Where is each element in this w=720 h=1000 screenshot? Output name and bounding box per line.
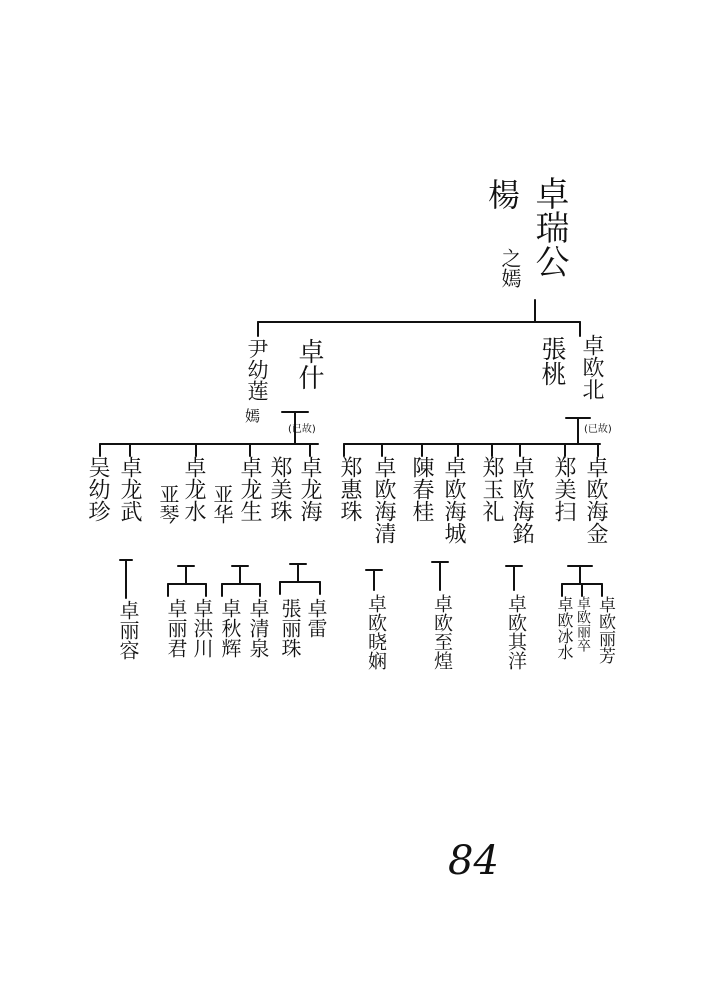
gen3-left-3-name: 卓龙水 [181,456,206,522]
page-number: 84 [448,838,499,884]
gen3-left-3-spouse: 亚琴 [156,484,180,524]
gen4-left-2-child-1: 卓清泉 [246,598,270,658]
gen4-left-1-child-2: 張丽珠 [278,598,302,658]
gen2-left-note: (已故) [288,424,316,435]
gen4-left-2-child-2: 卓秋辉 [218,598,242,658]
patriarch-spouse-note: 之嫣 [498,248,522,288]
gen2-left-name: 卓什 [294,338,324,390]
gen3-right-3-spouse: 陳春桂 [409,456,434,522]
patriarch-spouse-name: 楊 [483,178,521,210]
gen3-right-4-spouse: 郑惠珠 [337,456,362,522]
gen2-left-spouse: 尹幼莲 [245,338,269,401]
gen3-right-2-name: 卓欧海銘 [509,456,534,544]
gen4-left-4-child-1: 卓丽容 [116,600,140,660]
gen4-right-3-child-1: 卓欧至煌 [431,594,453,670]
gen3-left-4-spouse: 吴幼珍 [85,456,110,522]
gen3-right-3-name: 卓欧海城 [441,456,466,544]
gen2-right-spouse: 張桃 [538,336,567,386]
gen4-right-1-child-3: 卓欧冰水 [555,596,574,660]
gen4-left-3-child-2: 卓丽君 [164,598,188,658]
gen4-right-1-child-1: 卓欧丽芳 [595,596,615,664]
gen4-left-1-child-1: 卓雷 [304,598,328,638]
gen4-right-2-child-1: 卓欧其洋 [505,594,527,670]
gen3-right-4-name: 卓欧海清 [371,456,396,544]
patriarch-name: 卓瑞公 [529,176,569,278]
gen2-right-note: (已故) [584,424,612,435]
gen2-left-spouse-note: 嫣 [243,408,261,423]
gen2-right-name: 卓欧北 [579,334,604,400]
gen4-right-4-child-1: 卓欧晓娴 [365,594,387,670]
gen3-left-4-name: 卓龙武 [117,456,142,522]
gen3-right-1-spouse: 郑美扫 [551,456,576,522]
gen3-right-1-name: 卓欧海金 [583,456,608,544]
gen3-left-1-spouse: 郑美珠 [267,456,292,522]
gen3-right-2-spouse: 郑玉礼 [479,456,504,522]
gen4-left-3-child-1: 卓洪川 [190,598,214,658]
gen3-left-2-name: 卓龙生 [237,456,262,522]
gen3-left-2-spouse: 亚华 [210,484,234,524]
gen4-right-1-child-2: 卓欧丽卒 [575,596,591,652]
gen3-left-1-name: 卓龙海 [297,456,322,522]
